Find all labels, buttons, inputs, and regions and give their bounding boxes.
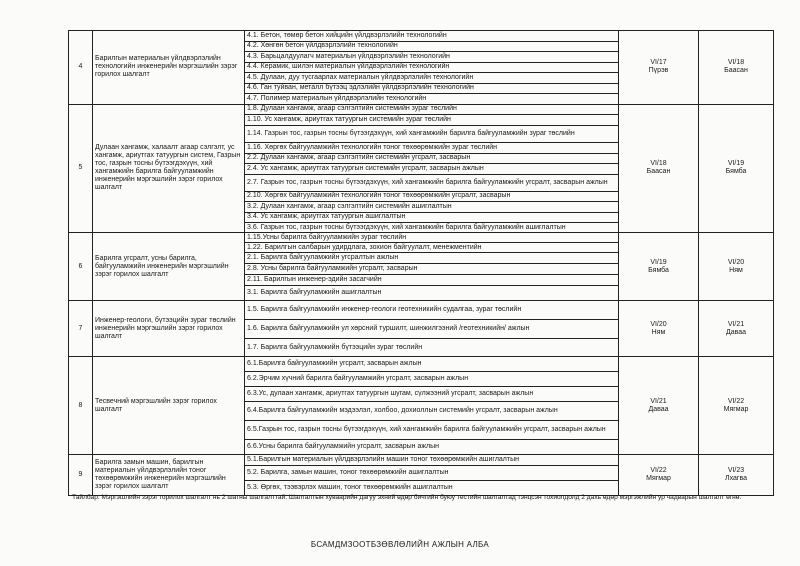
- second-exam-date: [699, 104, 774, 233]
- exam-subject: 6.5.Газрын тос, газрын тосны бүтээгдэхүүн, хий хангамжийн барилга байгууламжийн угсралт, засварын ажлын: [245, 421, 619, 440]
- exam-subject: 2.8. Усны барилга байгууламжийн угсралт, засварын: [245, 264, 619, 275]
- exam-day: VI/17: [650, 59, 667, 67]
- exam-weekday: Баасан: [724, 67, 748, 75]
- exam-subject: 3.6. Газрын тос, газрын тосны бүтээгдэхүүн, хий хангамжийн барилга байгууламжийн ашиглалтын: [245, 223, 619, 233]
- first-exam-date: [619, 357, 699, 455]
- exam-weekday: Мягмар: [723, 405, 749, 413]
- exam-subject: 3.4. Ус хангамж, ариутгах татуургын ашиглалтын: [245, 212, 619, 223]
- first-exam-date: [619, 233, 699, 301]
- exam-day: VI/21: [650, 397, 667, 405]
- exam-weekday: Бямба: [725, 168, 747, 176]
- exam-weekday: Ням: [729, 266, 743, 274]
- issuing-office: БСАМДМЗООТБЗӨВЛӨЛИЙН АЖЛЫН АЛБА: [310, 540, 490, 549]
- exam-weekday: Баасан: [646, 168, 671, 176]
- second-exam-date: [699, 455, 774, 496]
- exam-subject: 1.15.Усны барилга байгууламжийн зураг төслийн: [245, 233, 619, 243]
- exam-subject: 4.2. Хөнгөн бетон үйлдвэрлэлийн технологийн: [245, 41, 619, 52]
- row-number: 6: [69, 233, 93, 301]
- exam-day: VI/18: [727, 59, 745, 67]
- exam-subject: 2.11. Барилгын инженер-эдийн засагчийн: [245, 275, 619, 286]
- exam-day: VI/20: [650, 320, 667, 328]
- exam-subject: 2.10. Хөргөх байгууламжийн технологийн тоног төхөөрөмжийн угсралт, засварын: [245, 191, 619, 202]
- exam-subject: 2.7. Газрын тос, газрын тосны бүтээгдэхүүн, хий хангамжийн барилга байгууламжийн угсралт, засварын ажлын: [245, 174, 619, 191]
- exam-weekday: Ням: [651, 328, 666, 336]
- table-row: [69, 104, 774, 115]
- exam-category: Дулаан хангамж, халаалт агаар сэлгэлт, ус хангамж, ариутгах татуургын систем, Газрын тос, газрын тосны бүтээгдэхүүн, хий хангамжийн барилга байгууламжийн инженерийн мэргэшлийн зэрэг горилох шалгалт: [93, 104, 245, 233]
- exam-subject: 4.1. Бетон, төмөр бетон хийцийн үйлдвэрлэлийн технологийн: [245, 31, 619, 42]
- exam-subject: 4.7. Полимер материалын үйлдвэрлэлийн технологийн: [245, 94, 619, 105]
- exam-subject: 6.4.Барилга байгууламжийн мэдээлэл, холбоо, дохиоллын системийн угсралт, засварын ажлын: [245, 402, 619, 421]
- table-row: [69, 233, 774, 243]
- footnote: Тайлбар: Мэргэшлийн зэрэг горилох шалгалт нь 2 шатны шалгалттай. Шалгалтын хуваарийн дагуу эхний өдөр бичгийн буюу тестийн шалгалтад тэнцсэн тохиолдолд 2 дахь өдөр мэргэжлийн ур чадварын шалгалт өгнө.: [72, 494, 742, 501]
- exam-subject: 1.10. Ус хангамж, ариутгах татуургын системийн зураг төслийн: [245, 115, 619, 126]
- exam-subject: 3.1. Барилга байгууламжийн ашиглалтын: [245, 286, 619, 301]
- exam-subject: 6.6.Усны барилга байгууламжийн угсралт, засварын ажлын: [245, 440, 619, 455]
- table-row: [69, 301, 774, 320]
- exam-subject: 1.6. Барилга байгууламжийн ул хөрсний туршилт, шинжилгээний /геотехникийн/ ажлын: [245, 320, 619, 339]
- row-number: 4: [69, 31, 93, 105]
- exam-subject: 5.3. Өргөх, тээвэрлэх машин, тоног төхөөрөмжийн ашиглалтын: [245, 481, 619, 496]
- exam-day: VI/19: [650, 258, 667, 266]
- exam-weekday: Даваа: [648, 405, 669, 413]
- first-exam-date: [619, 104, 699, 233]
- exam-subject: 4.4. Керамик, шилэн материалын үйлдвэрлэлийн технологийн: [245, 62, 619, 73]
- exam-weekday: Бямба: [648, 266, 669, 274]
- exam-subject: 4.3. Барьцалдуулагч материалын үйлдвэрлэлийн технологийн: [245, 52, 619, 63]
- exam-schedule-table: [68, 30, 774, 496]
- exam-category: Барилгын материалын үйлдвэрлэлийн технологийн инженерийн мэргэшлийн зэрэг горилох шалгалт: [93, 31, 245, 105]
- second-exam-date: [699, 31, 774, 105]
- exam-subject: 2.4. Ус хангамж, ариутгах татуургын системийн угсралт, засварын ажлын: [245, 164, 619, 175]
- exam-day: VI/23: [727, 467, 745, 474]
- first-exam-date: [619, 301, 699, 357]
- first-exam-date: [619, 31, 699, 105]
- schedule-body: [69, 31, 774, 496]
- table-row: [69, 455, 774, 466]
- exam-day: VI/22: [650, 467, 667, 474]
- exam-day: VI/19: [727, 160, 745, 168]
- exam-subject: 1.8. Дулаан хангамж, агаар сэлгэлтийн системийн зураг төслийн: [245, 104, 619, 115]
- exam-subject: 1.14. Газрын тос, газрын тосны бүтээгдэхүүн, хий хангамжийн барилга байгууламжийн зураг төслийн: [245, 125, 619, 142]
- exam-category: Тесвечний мэргэшлийн зэрэг горилох шалгалт: [93, 357, 245, 455]
- exam-subject: 1.16. Хөргөх байгууламжийн технологийн тоног төхөөрөмжийн зураг төслийн: [245, 142, 619, 153]
- exam-day: VI/21: [727, 320, 745, 328]
- exam-day: VI/20: [727, 258, 745, 266]
- exam-day: VI/22: [727, 397, 745, 405]
- exam-subject: 6.1.Барилга байгууламжийн угсралт, засварын ажлын: [245, 357, 619, 372]
- row-number: 5: [69, 104, 93, 233]
- exam-subject: 5.1.Барилгын материалын үйлдвэрлэлийн машин тоног төхөөрөмжийн ашиглалтын: [245, 455, 619, 466]
- exam-subject: 1.5. Барилга байгууламжийн инженер-геологи геотехникийн судалгаа, зураг төслийн: [245, 301, 619, 320]
- exam-day: VI/18: [650, 160, 667, 168]
- row-number: 8: [69, 357, 93, 455]
- row-number: 9: [69, 455, 93, 496]
- exam-subject: 2.2. Дулаан хангамж, агаар сэлгэлтийн системийн угсралт, засварын: [245, 153, 619, 164]
- exam-subject: 6.3.Ус, дулаан хангамж, ариутгах татуургын шугам, сүлжээний угсралт, засварын ажлын: [245, 387, 619, 402]
- exam-subject: 5.2. Барилга, замын машин, тоног төхөөрөмжийн ашиглалтын: [245, 466, 619, 481]
- exam-weekday: Пүрэв: [648, 67, 669, 75]
- exam-category: Барилга угсралт, усны барилга, байгууламжийн инженерийн мэргэшлийн зэрэг горилох шалгалт: [93, 233, 245, 301]
- exam-category: Барилга замын машин, барилгын материалын үйлдвэрлэлийн тоног төхөөрөмжийн инженерийн мэргэшлийн зэрэг горилох шалгалт: [93, 455, 245, 496]
- exam-subject: 1.22. Барилгын салбарын удирдлага, зохион байгуулалт, менежментийн: [245, 243, 619, 253]
- exam-subject: 4.5. Дулаан, дуу тусгаарлах материалын үйлдвэрлэлийн технологийн: [245, 73, 619, 84]
- second-exam-date: [699, 301, 774, 357]
- table-row: [69, 357, 774, 372]
- exam-weekday: Даваа: [725, 328, 747, 336]
- exam-subject: 4.6. Ган туйван, металл бүтээц эдлэлийн үйлдвэрлэлийн технологийн: [245, 83, 619, 94]
- second-exam-date: [699, 357, 774, 455]
- exam-subject: 1.7. Барилга байгууламжийн бүтээцийн зураг төслийн: [245, 339, 619, 357]
- exam-subject: 3.2. Дулаан хангамж, агаар сэлгэлтийн системийн ашиглалтын: [245, 202, 619, 213]
- row-number: 7: [69, 301, 93, 357]
- exam-category: Инженер-геологи, бүтээцийн зураг төслийн инженерийн мэргэшлийн зэрэг горилох шалгалт: [93, 301, 245, 357]
- exam-subject: 2.1. Барилга байгууламжийн угсралтын ажлын: [245, 253, 619, 264]
- table-row: [69, 31, 774, 42]
- first-exam-date: [619, 455, 699, 496]
- exam-subject: 6.2.Эрчим хүчний барилга байгууламжийн угсралт, засварын ажлын: [245, 372, 619, 387]
- exam-weekday: Мягмар: [646, 475, 671, 482]
- exam-weekday: Лхагва: [725, 475, 747, 482]
- second-exam-date: [699, 233, 774, 301]
